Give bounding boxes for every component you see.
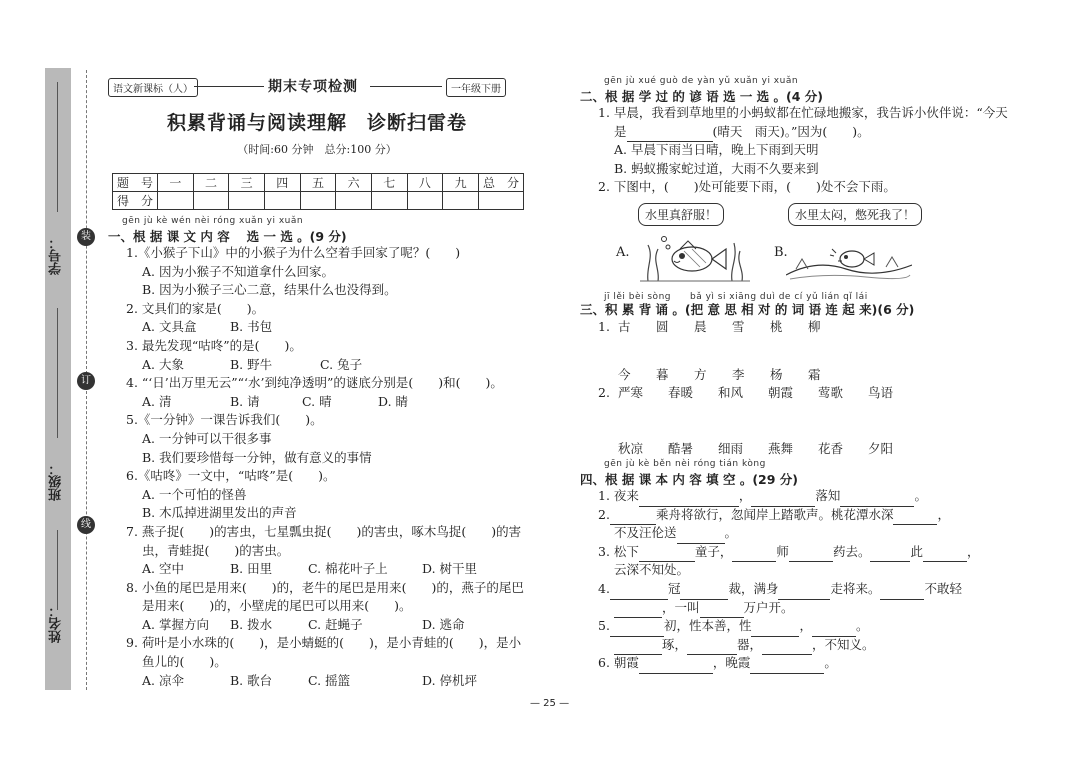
- option: D. 睛: [378, 393, 409, 409]
- score-cell[interactable]: [229, 192, 265, 210]
- answer-blank[interactable]: [789, 543, 833, 563]
- score-table: [112, 173, 524, 210]
- question-2-2: 2. 下图中，( )处可能要下雨，( )处不会下雨。: [598, 179, 896, 195]
- option: C. 赶蝇子: [308, 616, 363, 632]
- text: 师: [776, 543, 789, 559]
- answer-blank[interactable]: [614, 636, 662, 656]
- answer-blank[interactable]: [751, 487, 815, 507]
- text: 4.: [598, 580, 610, 596]
- section4-pinyin: gēn jù kè běn nèi róng tián kòng: [604, 458, 766, 469]
- word-item: 暮: [656, 366, 669, 382]
- text: 落知: [815, 487, 841, 503]
- class-label: 班级：: [49, 462, 64, 502]
- header-rule-left: [194, 86, 264, 87]
- question-9: 9. 荷叶是小水珠的( )，是小蜻蜓的( )，是小青蛙的( )，是小: [126, 635, 522, 651]
- text: ，不知义。: [812, 636, 875, 652]
- row-prefix: 2.: [598, 384, 610, 400]
- question-2: 2. 文具们的家是( )。: [126, 300, 265, 316]
- binding-hole-1: 装: [77, 228, 95, 246]
- answer-blank[interactable]: [880, 580, 924, 600]
- score-cell[interactable]: [371, 192, 407, 210]
- word-item: 花香: [818, 440, 844, 456]
- word-row-2: [580, 365, 1010, 383]
- answer-blank[interactable]: [700, 599, 744, 619]
- text: 3. 松下: [598, 543, 639, 559]
- exam-type: 期末专项检测: [268, 79, 358, 95]
- weather-pictures: [580, 197, 1010, 283]
- text: ，: [738, 487, 752, 503]
- option: A. 一个可怕的怪兽: [142, 486, 247, 502]
- text: 。: [855, 618, 869, 634]
- section2-title: 二、根 据 学 过 的 谚 语 选 一 选 。(4 分): [580, 89, 823, 104]
- word-item: 细雨: [718, 440, 744, 456]
- word-item: 雪: [732, 318, 745, 334]
- text: 走将来。: [830, 580, 881, 596]
- score-header-cell: 四: [264, 174, 300, 192]
- options-row: [108, 318, 526, 337]
- question-7: 7. 燕子捉( )的害虫，七星瓢虫捉( )的害虫，啄木鸟捉( )的害: [126, 523, 522, 539]
- score-cell[interactable]: [193, 192, 229, 210]
- option: B. 蚂蚁搬家蛇过道，大雨不久要来到: [614, 160, 819, 176]
- option: C. 兔子: [320, 356, 363, 372]
- score-header-cell: 八: [407, 174, 443, 192]
- word-item: 杨: [770, 366, 783, 382]
- pic-b-label: B.: [774, 244, 788, 260]
- page-title: 积累背诵与阅读理解 诊断扫雷卷: [166, 112, 467, 134]
- score-cell[interactable]: [264, 192, 300, 210]
- text: 器，: [737, 636, 763, 652]
- fill-q4: [580, 580, 1010, 599]
- option: C. 棉花叶子上: [308, 561, 388, 577]
- answer-blank[interactable]: [923, 543, 967, 563]
- score-header-cell: 总 分: [479, 174, 524, 192]
- word-item: 莺歌: [818, 384, 844, 400]
- answer-blank[interactable]: [751, 617, 799, 637]
- option: A. 掌握方向: [142, 616, 209, 632]
- question-5: 5.《一分钟》一课告诉我们( )。: [126, 412, 323, 428]
- word-item: 今: [618, 366, 631, 382]
- word-item: 酷暑: [668, 440, 694, 456]
- answer-blank[interactable]: [732, 543, 776, 563]
- fish-gasping-illustration: [786, 229, 912, 283]
- word-row-4: [580, 439, 1010, 457]
- question-2-1: 1. 早晨，我看到草地里的小蚂蚁都在忙碌地搬家，我告诉小伙伴说：“今天: [598, 105, 1008, 120]
- option: A. 清: [142, 393, 172, 409]
- score-cell[interactable]: [300, 192, 336, 210]
- question-8-cont: 是用来( )的，小壁虎的尾巴可以用来( )。: [142, 598, 412, 614]
- option: A. 一分钟可以干很多事: [142, 430, 272, 446]
- text: 童子，: [694, 543, 733, 559]
- section4-title: 四、根 据 课 本 内 容 填 空 。(29 分): [580, 471, 798, 487]
- section3-title: 三、积 累 背 诵 。(把 意 思 相 对 的 词 语 连 起 来)(6 分): [580, 301, 915, 317]
- section2-pinyin: gēn jù xué guò de yàn yǔ xuǎn yi xuǎn: [604, 76, 799, 86]
- options-row: [108, 356, 526, 375]
- text: 乘舟将欲行，忽闻岸上踏歌声。桃花潭水深: [655, 506, 894, 522]
- answer-blank[interactable]: [614, 599, 662, 619]
- fill-q4-cont: [580, 599, 1010, 618]
- word-item: 李: [732, 366, 745, 382]
- options-row: [108, 672, 526, 691]
- answer-blank[interactable]: [627, 123, 713, 143]
- student-id-line: [57, 82, 58, 212]
- edition-tag: 语文新课标（人）: [108, 78, 198, 97]
- score-header-cell: 九: [443, 174, 479, 192]
- score-header-cell: 七: [371, 174, 407, 192]
- binding-strip: [45, 68, 71, 690]
- option: B. 拨水: [230, 616, 273, 632]
- answer-blank[interactable]: [893, 506, 937, 526]
- fill-q2-cont: [580, 524, 1010, 543]
- option: A. 大象: [142, 356, 184, 372]
- word-item: 燕舞: [768, 440, 794, 456]
- text: ，: [966, 543, 980, 559]
- option: C. 晴: [302, 393, 332, 409]
- word-item: 柳: [808, 318, 821, 334]
- option: B. 野牛: [230, 356, 273, 372]
- option: A. 因为小猴子不知道拿什么回家。: [142, 263, 334, 279]
- name-label: 姓名：: [49, 604, 64, 644]
- question-8: 8. 小鱼的尾巴是用来( )的，老牛的尾巴是用来( )的，燕子的尾巴: [126, 579, 524, 595]
- score-header-cell: 五: [300, 174, 336, 192]
- word-item: 霜: [808, 366, 821, 382]
- options-row: [108, 560, 526, 579]
- grade-tag: 一年级下册: [446, 78, 506, 97]
- fish-in-water-illustration: [640, 227, 750, 283]
- option: A. 文具盒: [142, 319, 197, 335]
- word-item: 古: [618, 318, 631, 334]
- word-item: 方: [694, 366, 707, 382]
- option: A. 空中: [142, 561, 184, 577]
- word-row-3: [580, 383, 1010, 401]
- header-rule-right: [370, 86, 442, 87]
- text: 6. 朝霞: [598, 655, 639, 671]
- word-row-1: [580, 317, 1010, 335]
- answer-blank[interactable]: [870, 543, 910, 563]
- word-item: 圆: [656, 318, 669, 334]
- exam-header: [108, 76, 526, 98]
- row-prefix: 1.: [598, 318, 610, 334]
- word-item: 秋凉: [618, 440, 644, 456]
- text: ，晚霞: [712, 655, 751, 671]
- question-9-cont: 鱼儿的( )。: [142, 654, 227, 670]
- fill-q2: [580, 506, 1010, 525]
- score-value-row: [113, 192, 524, 210]
- text: 1. 夜来: [598, 487, 639, 503]
- option: B. 因为小猴子三心二意，结果什么也没得到。: [142, 282, 397, 298]
- fill-q3: [580, 543, 1010, 562]
- pic-b-bubble: 水里太闷，憋死我了！: [788, 203, 922, 226]
- answer-blank[interactable]: [610, 506, 656, 526]
- option: D. 树干里: [422, 561, 478, 577]
- text: 5.: [598, 618, 610, 634]
- pic-a-bubble: 水里真舒服！: [638, 203, 724, 226]
- text: 。: [724, 525, 738, 541]
- answer-blank[interactable]: [778, 580, 830, 600]
- option: A. 早晨下雨当日晴，晚上下雨到天明: [614, 142, 819, 158]
- question-2-1-cont: [580, 123, 1010, 142]
- answer-blank[interactable]: [840, 487, 914, 507]
- text: 此: [910, 543, 923, 559]
- answer-blank[interactable]: [762, 636, 812, 656]
- time-score-note: （时间:60 分钟 总分:100 分）: [237, 143, 397, 156]
- option: B. 歌台: [230, 672, 273, 688]
- score-header-cell: 三: [229, 174, 265, 192]
- text: 初，性本善，性: [663, 618, 752, 634]
- answer-blank[interactable]: [610, 580, 668, 600]
- question-6: 6.《咕咚》一文中，“咕咚”是( )。: [126, 468, 336, 484]
- answer-blank[interactable]: [677, 524, 725, 544]
- question-7-cont: 虫，青蛙捉( )的害虫。: [142, 542, 290, 558]
- score-header-cell: 题 号: [113, 174, 158, 192]
- word-item: 春暖: [668, 384, 694, 400]
- option: B. 田里: [230, 561, 273, 577]
- answer-blank[interactable]: [639, 654, 713, 674]
- fill-q6: [580, 654, 1010, 673]
- text: 不敢轻: [924, 580, 962, 596]
- fill-q3-cont: 云深不知处。: [614, 562, 690, 578]
- option: A. 凉伞: [142, 672, 184, 688]
- page-number: — 25 —: [530, 698, 570, 709]
- options-row: [108, 393, 526, 412]
- text: 。: [824, 655, 837, 671]
- section3-pinyin: jī lěi bèi sòng bǎ yì si xiāng duì de cí yǔ lián qǐ lái: [604, 291, 868, 302]
- text: (晴天 雨天)。”因为( )。: [712, 123, 870, 139]
- score-cell[interactable]: [158, 192, 194, 210]
- question-1: 1.《小猴子下山》中的小猴子为什么空着手回家了呢？( ): [126, 245, 461, 260]
- option: D. 逃命: [422, 616, 465, 632]
- score-header-row: [113, 174, 524, 192]
- section1-title: 一、根 据 课 文 内 容 选 一 选 。(9 分): [108, 229, 347, 244]
- option: B. 书包: [230, 319, 273, 335]
- score-row-label: 得 分: [113, 192, 158, 210]
- score-header-cell: 一: [158, 174, 194, 192]
- question-3: 3. 最先发现“咕咚”的是( )。: [126, 337, 302, 353]
- option: D. 停机坪: [422, 672, 478, 688]
- left-column: [108, 76, 526, 690]
- binding-hole-2: 订: [77, 372, 95, 390]
- text: 万户开。: [743, 599, 794, 615]
- fill-q1: [580, 487, 1010, 506]
- option: B. 木瓜掉进湖里发出的声音: [142, 505, 297, 521]
- text: ，: [937, 506, 950, 522]
- word-item: 严寒: [618, 384, 644, 400]
- score-cell[interactable]: [407, 192, 443, 210]
- text: 。: [914, 487, 927, 503]
- text: 药去。: [832, 543, 871, 559]
- score-cell[interactable]: [443, 192, 479, 210]
- answer-blank[interactable]: [639, 543, 695, 563]
- text: ，一叫: [662, 599, 700, 615]
- answer-blank[interactable]: [687, 636, 737, 656]
- text: 裁，满身: [728, 580, 779, 596]
- score-cell[interactable]: [479, 192, 524, 210]
- fill-q5: [580, 617, 1010, 636]
- class-line: [57, 308, 58, 438]
- word-item: 鸟语: [868, 384, 894, 400]
- option: B. 我们要珍惜每一分钟，做有意义的事情: [142, 449, 372, 465]
- text: 不及汪伦送: [614, 525, 677, 541]
- score-header-cell: 六: [336, 174, 372, 192]
- word-item: 桃: [770, 318, 783, 334]
- word-item: 晨: [694, 318, 707, 334]
- question-4: 4. “‘日’出万里无云”“‘水’到纯净透明”的谜底分别是( )和( )。: [126, 375, 503, 391]
- section1-pinyin: gēn jù kè wén nèi róng xuǎn yi xuǎn: [122, 216, 304, 226]
- student-id-label: 学号：: [49, 236, 64, 276]
- answer-blank[interactable]: [610, 617, 664, 637]
- option: B. 请: [230, 393, 260, 409]
- answer-blank[interactable]: [639, 487, 739, 507]
- pic-a-label: A.: [616, 244, 630, 260]
- answer-blank[interactable]: [750, 654, 824, 674]
- text: 是: [614, 123, 627, 139]
- options-row: [108, 616, 526, 635]
- option: C. 摇篮: [308, 672, 351, 688]
- answer-blank[interactable]: [680, 580, 728, 600]
- text: 琢，: [662, 636, 688, 652]
- right-column: [580, 76, 1010, 673]
- text: ，: [799, 618, 812, 634]
- word-item: 和风: [718, 384, 744, 400]
- score-cell[interactable]: [336, 192, 372, 210]
- fill-q5-cont: [580, 636, 1010, 655]
- answer-blank[interactable]: [812, 617, 856, 637]
- word-item: 夕阳: [868, 440, 894, 456]
- text: 2.: [598, 506, 610, 522]
- word-item: 朝霞: [768, 384, 794, 400]
- score-header-cell: 二: [193, 174, 229, 192]
- text: 冠: [667, 580, 681, 596]
- binding-hole-3: 线: [77, 516, 95, 534]
